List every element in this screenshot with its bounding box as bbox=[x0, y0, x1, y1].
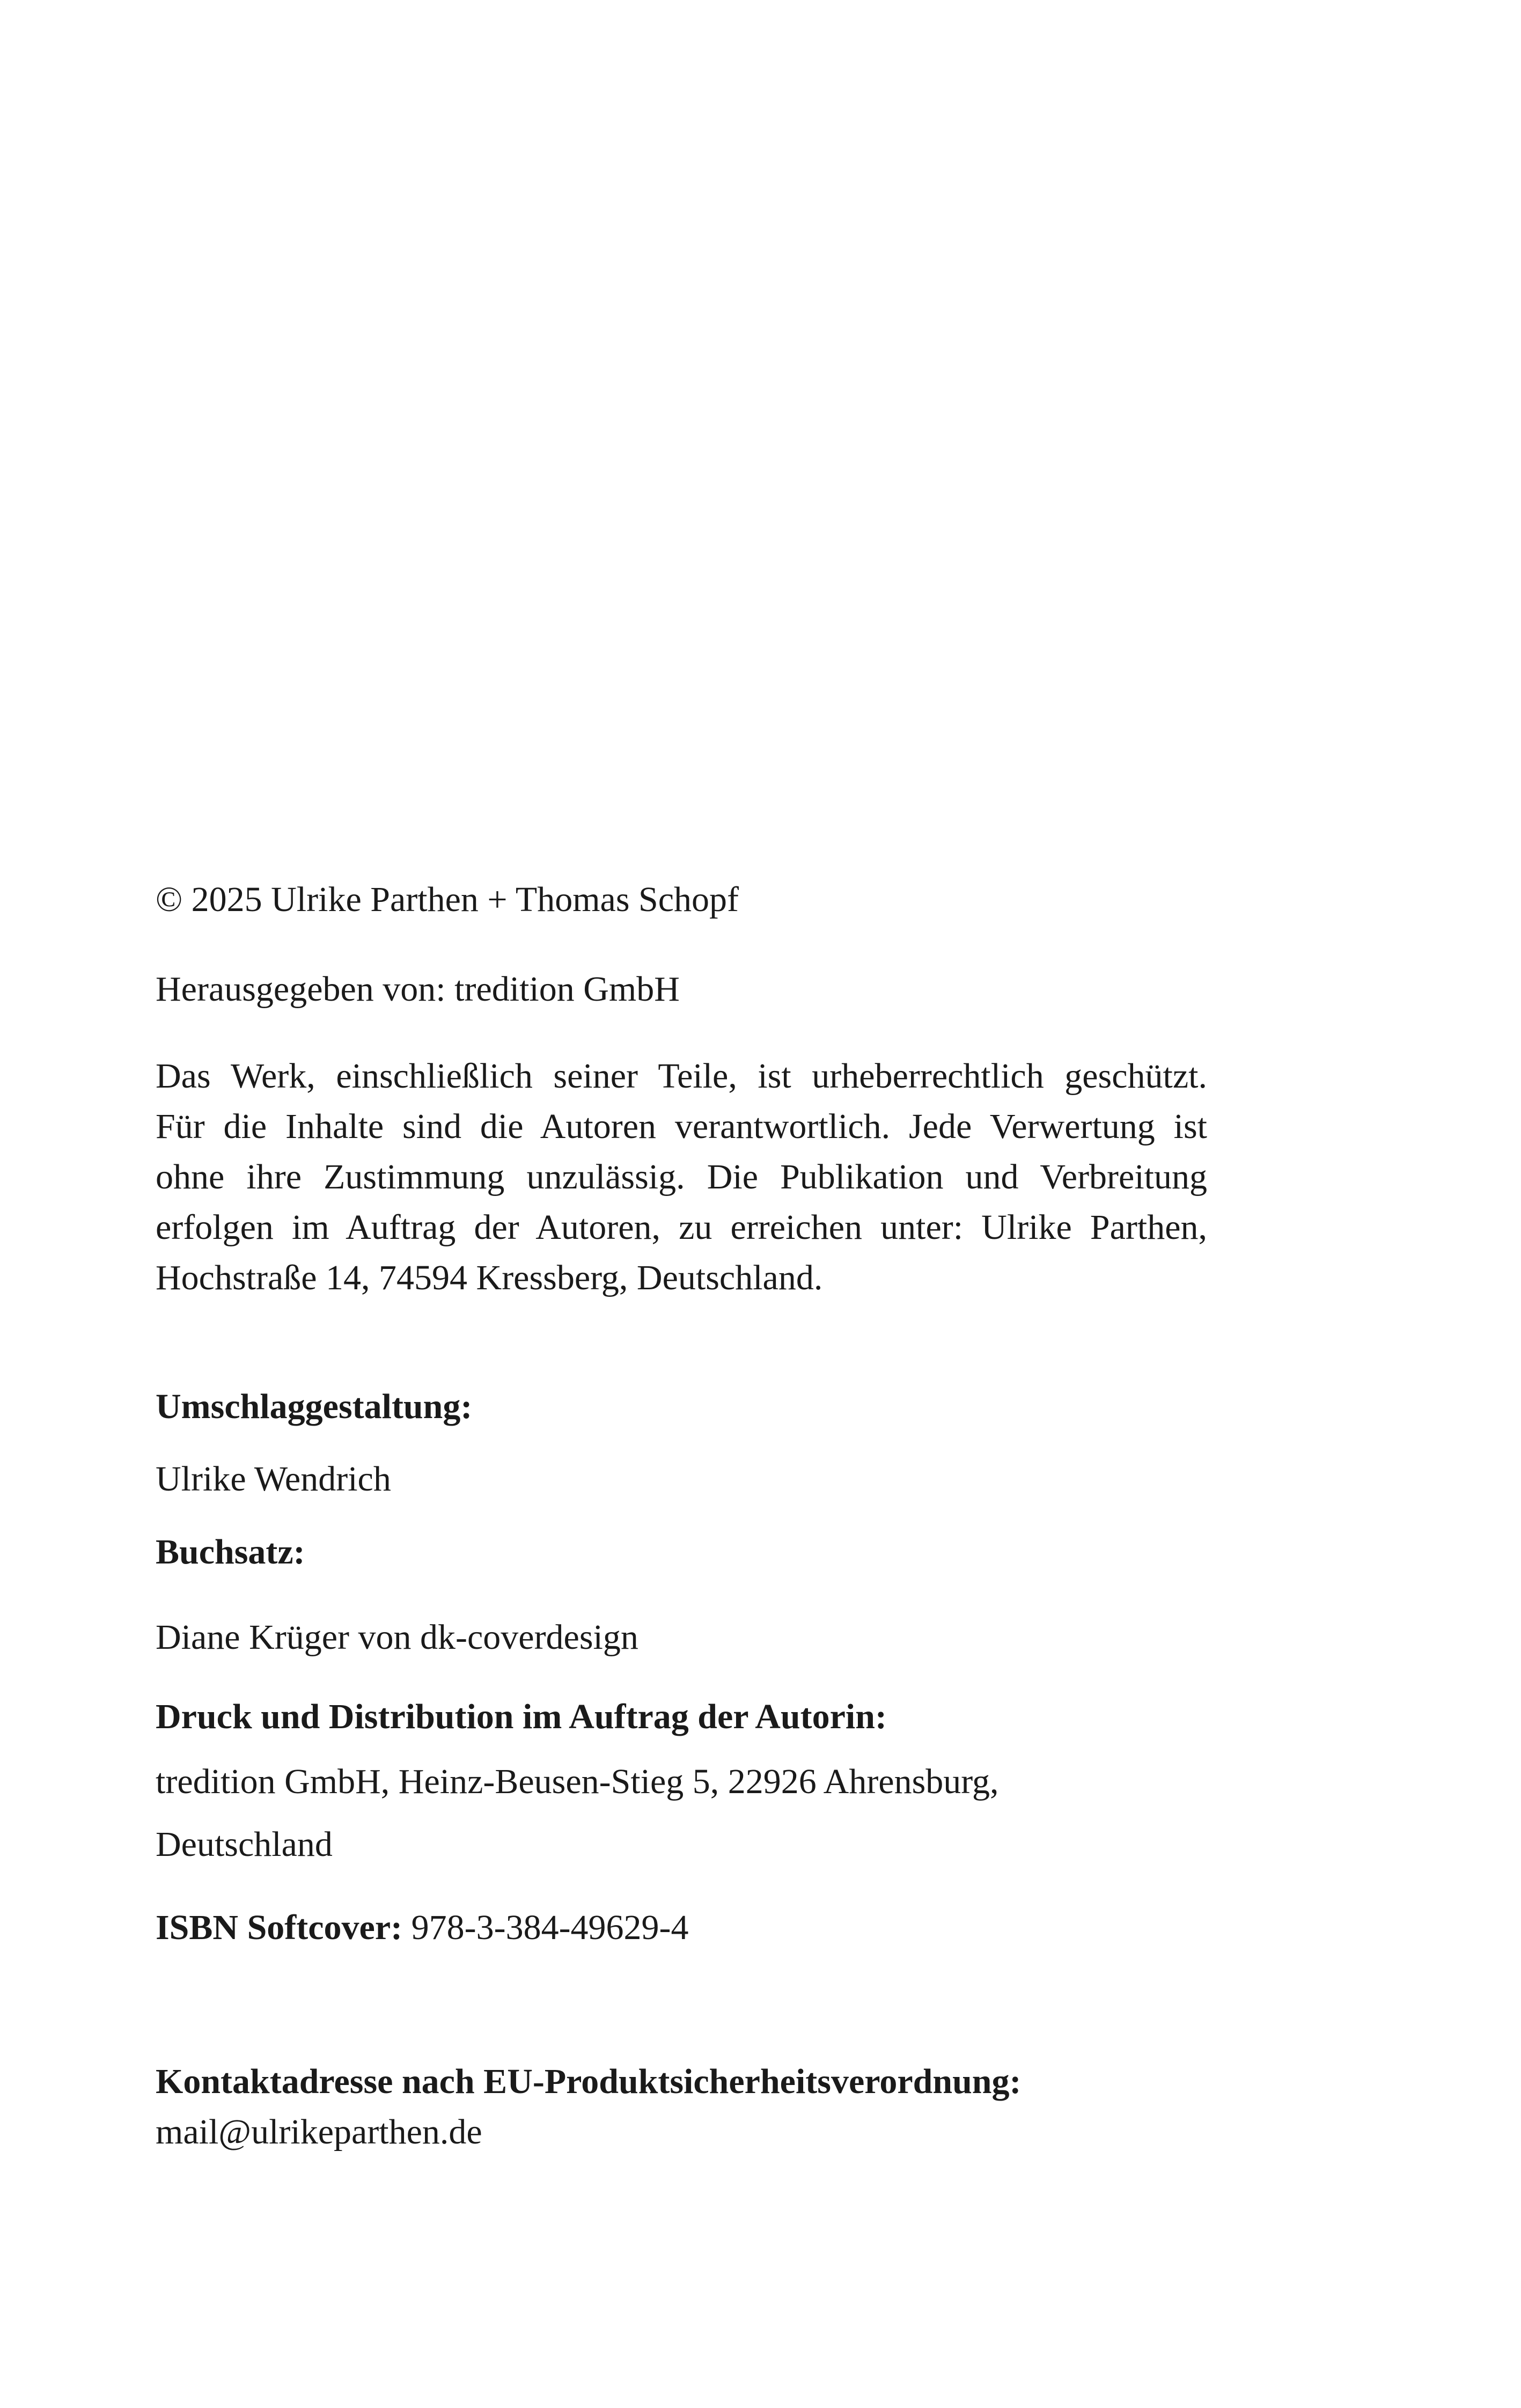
copyright-line: © 2025 Ulrike Parthen + Thomas Schopf bbox=[156, 880, 739, 919]
contact-label: Kontaktadresse nach EU-Produktsicherheitsverordnung: bbox=[156, 2062, 1022, 2101]
contact-value: mail@ulrikeparthen.de bbox=[156, 2112, 482, 2152]
typesetting-label: Buchsatz: bbox=[156, 1532, 305, 1572]
legal-line: Hochstraße 14, 74594 Kressberg, Deutschland. bbox=[156, 1258, 823, 1297]
legal-line: erfolgen im Auftrag der Autoren, zu erreichen unter: Ulrike Parthen, bbox=[156, 1208, 1207, 1247]
printing-label: Druck und Distribution im Auftrag der Autorin: bbox=[156, 1697, 887, 1736]
legal-paragraph bbox=[156, 1051, 1207, 1303]
printing-value-line1: tredition GmbH, Heinz-Beusen-Stieg 5, 22926 Ahrensburg, bbox=[156, 1762, 999, 1801]
cover-design-label: Umschlaggestaltung: bbox=[156, 1387, 473, 1426]
publisher-line: Herausgegeben von: tredition GmbH bbox=[156, 970, 680, 1009]
legal-line: Für die Inhalte sind die Autoren verantwortlich. Jede Verwertung ist bbox=[156, 1107, 1207, 1146]
isbn-line bbox=[156, 1903, 1207, 1953]
isbn-label: ISBN Softcover: bbox=[156, 1908, 403, 1947]
printing-value-line2: Deutschland bbox=[156, 1825, 333, 1864]
typesetting-value: Diane Krüger von dk-coverdesign bbox=[156, 1618, 638, 1657]
legal-line: Das Werk, einschließlich seiner Teile, ist urheberrechtlich geschützt. bbox=[156, 1056, 1207, 1096]
isbn-value: 978-3-384-49629-4 bbox=[411, 1908, 689, 1947]
cover-design-value: Ulrike Wendrich bbox=[156, 1459, 391, 1499]
legal-line: ohne ihre Zustimmung unzulässig. Die Publikation und Verbreitung bbox=[156, 1157, 1207, 1196]
